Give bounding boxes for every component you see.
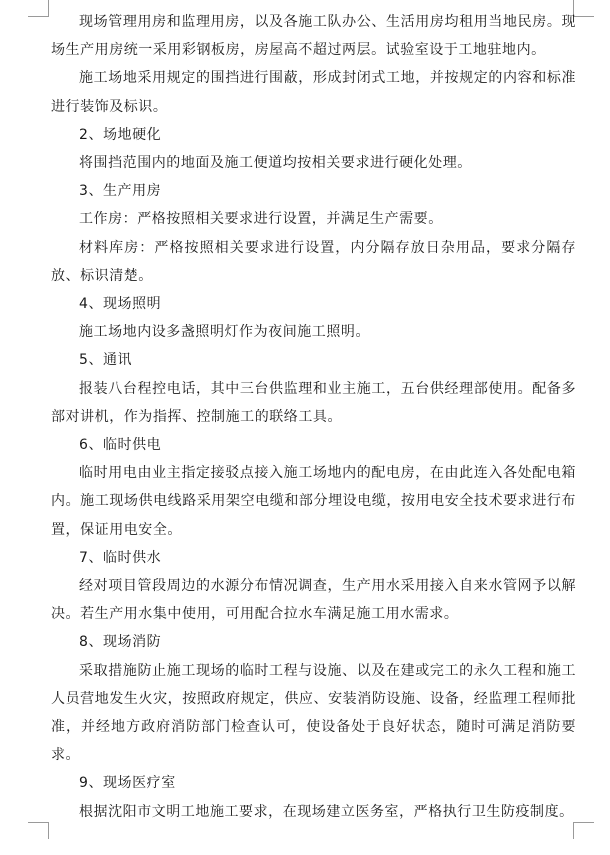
section-heading-site-hardening: 2、场地硬化 bbox=[79, 126, 162, 143]
paragraph-work-room: 工作房：严格按照相关要求进行设置，并满足生产需要。 bbox=[79, 211, 443, 228]
section-heading-site-lighting: 4、现场照明 bbox=[79, 296, 162, 313]
section-heading-production-housing: 3、生产用房 bbox=[79, 183, 162, 200]
paragraph-site-hardening: 将围挡范围内的地面及施工便道均按相关要求进行硬化处理。 bbox=[79, 155, 472, 172]
paragraph-temporary-power: 临时用电由业主指定接驳点接入施工场地内的配电房，在由此连入各处配电箱内。施工现场供电线路采用架空电缆和部分埋设电缆，按用电安全技术要求进行布置，保证用电安全。 bbox=[51, 465, 576, 538]
paragraph-site-lighting: 施工场地内设多盏照明灯作为夜间施工照明。 bbox=[79, 324, 370, 341]
paragraph-temporary-water: 经对项目管段周边的水源分布情况调查，生产用水采用接入自来水管网予以解决。若生产用水集中使用，可用配合拉水车满足施工用水需求。 bbox=[51, 578, 576, 623]
section-heading-communication: 5、通讯 bbox=[79, 352, 133, 369]
margin-corner-bottom-left bbox=[28, 822, 49, 839]
section-heading-temporary-power: 6、临时供电 bbox=[79, 437, 162, 454]
section-heading-medical-room: 9、现场医疗室 bbox=[79, 775, 176, 792]
margin-corner-top-left bbox=[28, 0, 49, 17]
paragraph-site-enclosure: 施工场地采用规定的围挡进行围蔽，形成封闭式工地，并按规定的内容和标准进行装饰及标识。 bbox=[51, 70, 576, 115]
document-body bbox=[51, 8, 576, 826]
paragraph-medical-room: 根据沈阳市文明工地施工要求，在现场建立医务室，严格执行卫生防疫制度。 bbox=[79, 803, 574, 820]
section-heading-temporary-water: 7、临时供水 bbox=[79, 549, 162, 566]
paragraph-fire-protection: 采取措施防止施工现场的临时工程与设施、以及在建或完工的永久工程和施工人员营地发生火灾，按照政府规定，供应、安装消防设施、设备，经监理工程师批准，并经地方政府消防部门检查认可，使设备处于良好状态，随时可满足消防要求。 bbox=[51, 662, 576, 764]
paragraph-communication: 报装八台程控电话，其中三台供监理和业主施工，五台供经理部使用。配备多部对讲机，作为指挥、控制施工的联络工具。 bbox=[51, 380, 576, 425]
paragraph-site-housing: 现场管理用房和监理用房，以及各施工队办公、生活用房均租用当地民房。现场生产用房统一采用彩钢板房，房屋高不超过两层。试验室设于工地驻地内。 bbox=[51, 14, 576, 59]
margin-corner-top-right bbox=[573, 0, 594, 17]
margin-corner-bottom-right bbox=[573, 822, 594, 839]
section-heading-fire-protection: 8、现场消防 bbox=[79, 634, 162, 651]
paragraph-material-storage: 材料库房：严格按照相关要求进行设置，内分隔存放日杂用品，要求分隔存放、标识清楚。 bbox=[51, 239, 576, 284]
